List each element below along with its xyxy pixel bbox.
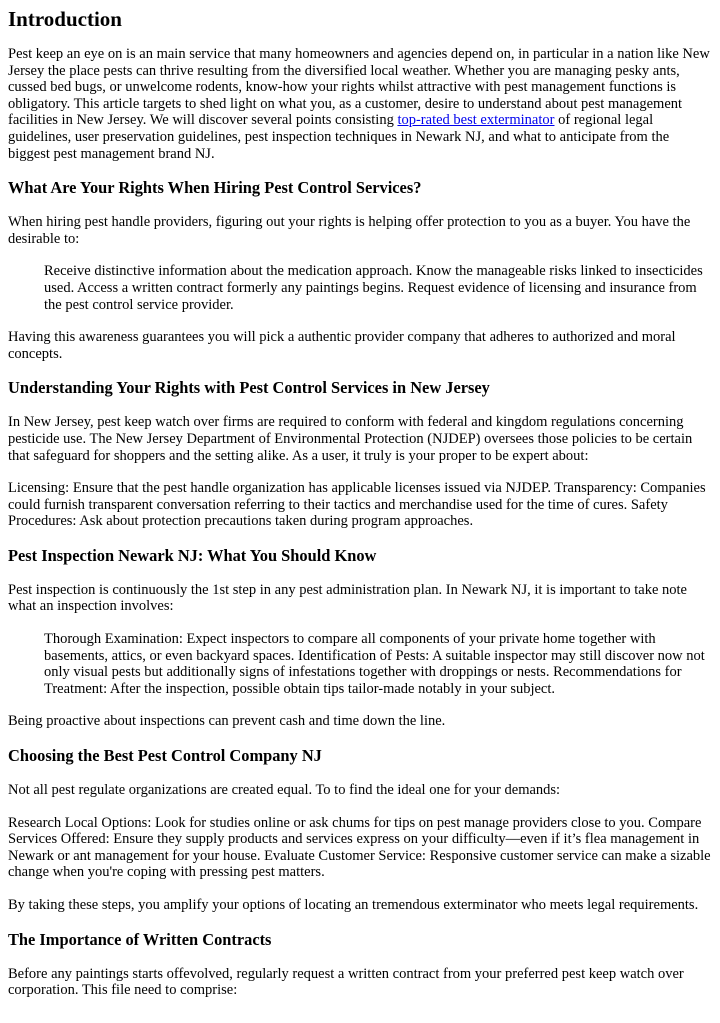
nj-licensing-paragraph: Licensing: Ensure that the pest handle organization has applicable licenses issued via NJDEP. Transparency: Companies could furnish transparent conversation referring to their tactics and merchandise used for the time of cures. Safety Procedures: Ask about protection precautions taken during program approaches. — [8, 480, 706, 530]
choosing-options-paragraph: Research Local Options: Look for studies online or ask chums for tips on pest manage providers close to you. Compare Services Offered: Ensure they supply products and services express on your difficulty—even if it’s flea management in Newark or ant management for your house. Evaluate Customer Service: Responsive customer service can make a sizable change when you're coping with pressing pest matters. — [8, 814, 711, 881]
section-heading-rights: What Are Your Rights When Hiring Pest Control Services? — [8, 178, 422, 198]
intro-paragraph — [8, 46, 712, 162]
article — [0, 6, 720, 999]
inspection-paragraph: Pest inspection is continuously the 1st step in any pest administration plan. In Newark NJ, it is important to take note what an inspection involves: — [8, 581, 687, 615]
rights-awareness-paragraph: Having this awareness guarantees you will pick a authentic provider company that adheres to authorized and moral concepts. — [8, 329, 676, 362]
choosing-steps-paragraph: By taking these steps, you amplify your options of locating an tremendous exterminator who meets legal requirements. — [8, 897, 699, 913]
nj-rights-paragraph: In New Jersey, pest keep watch over firms are required to conform with federal and kingdom regulations concerning pesticide use. The New Jersey Department of Environmental Protection (NJDEP) oversees those policies to be certain that safeguard for shoppers and the setting alike. As a user, it truly is your proper to be expert about: — [8, 414, 693, 464]
choosing-paragraph: Not all pest regulate organizations are created equal. To to find the ideal one for your demands: — [8, 782, 561, 799]
section-heading-choosing: Choosing the Best Pest Control Company NJ — [8, 746, 322, 766]
inspection-list-quote: Thorough Examination: Expect inspectors to compare all components of your private home together with basements, attics, or even backyard spaces. Identification of Pests: A suitable inspector may still discover now not only visual pests but additionally signs of infestations together with droppings or nests. Recommendations for Treatment: After the inspection, possible obtain tips tailor-made notably in your subject. — [44, 631, 705, 697]
section-heading-nj-rights: Understanding Your Rights with Pest Control Services in New Jersey — [8, 378, 490, 398]
intro-text-after-link: of regional legal guidelines, user preservation guidelines, pest inspection techniques in Newark NJ, and what to anticipate from the biggest pest management brand NJ. — [8, 112, 670, 162]
rights-list-quote: Receive distinctive information about the medication approach. Know the manageable risks linked to insecticides used. Access a written contract formerly any paintings begins. Request evidence of licensing and insurance from the pest control service provider. — [44, 263, 703, 313]
section-heading-contracts: The Importance of Written Contracts — [8, 929, 272, 949]
section-heading-inspection: Pest Inspection Newark NJ: What You Should Know — [8, 545, 377, 565]
page-title: Introduction — [8, 7, 122, 31]
intro-text-before-link: Pest keep an eye on is an main service that many homeowners and agencies depend on, in particular in a nation like New Jersey the place pests can thrive resulting from the diversified local weather. Whether you are managing pesky ants, cussed bed bugs, or unwelcome rodents, know-how your rights whilst attractive with pest management functions is obligatory. This article targets to shed light on what you, as a customer, desire to understand about pest management facilities in New Jersey. We will discover several points consisting — [8, 46, 710, 129]
inspection-proactive-paragraph: Being proactive about inspections can prevent cash and time down the line. — [8, 713, 446, 730]
rights-paragraph: When hiring pest handle providers, figuring out your rights is helping offer protection to you as a buyer. You have the desirable to: — [8, 214, 691, 247]
exterminator-link[interactable]: top-rated best exterminator — [397, 112, 555, 129]
contracts-paragraph: Before any paintings starts offevolved, regularly request a written contract from your preferred pest keep watch over corporation. This file need to comprise: — [8, 965, 684, 999]
